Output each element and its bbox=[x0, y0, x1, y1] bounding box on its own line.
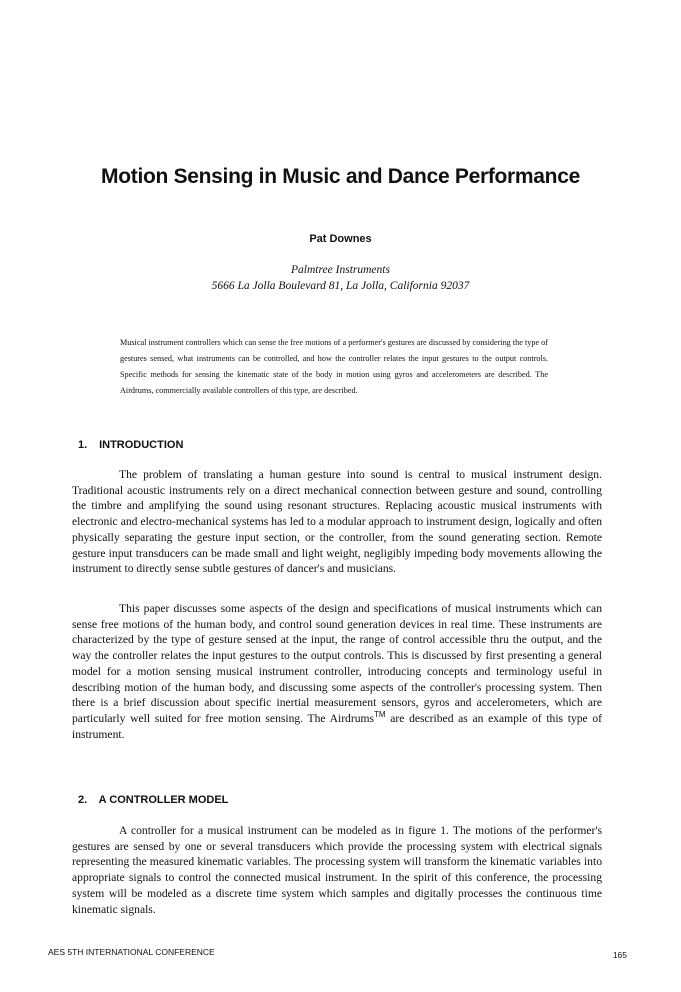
paper-title: Motion Sensing in Music and Dance Performance bbox=[101, 165, 580, 188]
section-number: 2. bbox=[78, 794, 88, 806]
footer-conference: AES 5TH INTERNATIONAL CONFERENCE bbox=[48, 947, 215, 957]
abstract: Musical instrument controllers which can sense the free motions of a performer's gestures are discussed by considering the type of gestures sensed, what instruments can be controlled, and how the controller relates the input gestures to the output controls. Specific methods for sensing the kinematic state of the body in motion using gyros and accelerometers are described. The Airdrums, commercially available controllers of this type, are described. bbox=[120, 338, 548, 395]
intro-paragraph-1: The problem of translating a human gesture into sound is central to musical instrument design. Traditional acoustic instruments rely on a direct mechanical connection between gesture and sound, controlling the timbre and amplifying the sound using resonant structures. Replacing acoustic musical instruments with electronic and electro-mechanical systems has led to a modular approach to instrument design, logically and often physically separating the gesture input section, or the controller, from the sound generating section. Remote gesture input transducers can be made small and light weight, negligibly impeding body movements allowing the instrument to directly sense subtle gestures of dancer's and musicians. bbox=[72, 468, 602, 576]
affiliation-address: 5666 La Jolla Boulevard 81, La Jolla, California 92037 bbox=[211, 280, 470, 292]
intro-paragraph-2-text: This paper discusses some aspects of the design and specifications of musical instruments which can sense free motions of the human body, and control sound generation devices in real time. These instruments are characterized by the type of gesture sensed at the input, the range of control accessible thru the output, and the way the controller relates the input gestures to the output controls. This is discussed by first presenting a general model for a motion sensing musical instrument controller, introducing concepts and terminology useful in describing motion of the human body, and discussing some aspects of the controller's processing system. Then there is a brief discussion about specific inertial measurement sensors, gyros and accelerometers, which are particularly well suited for free motion sensing. The Airdrums bbox=[72, 602, 602, 725]
affiliation bbox=[0, 262, 681, 294]
author-name: Pat Downes bbox=[309, 233, 372, 245]
page-number: 165 bbox=[612, 950, 627, 960]
intro-paragraph-2 bbox=[72, 601, 602, 742]
section-title: INTRODUCTION bbox=[99, 439, 184, 451]
trademark-mark: TM bbox=[374, 710, 386, 720]
section-heading-controller-model bbox=[78, 794, 228, 806]
controller-model-paragraph-1: A controller for a musical instrument can be modeled as in figure 1. The motions of the performer's gestures are sensed by one or several transducers which provide the processing system with electrical signals representing the measured kinematic variables. The processing system will transform the kinematic variables into appropriate signals to control the connected musical instrument. In the spirit of this conference, the processing system will be modeled as a discrete time system which samples and digitally processes the continuous time kinematic signals. bbox=[72, 824, 602, 916]
intro-paragraph-2-tail: are described as an example of this type of instrument. bbox=[72, 711, 603, 741]
section-heading-introduction bbox=[78, 439, 183, 451]
affiliation-org: Palmtree Instruments bbox=[291, 264, 390, 276]
section-number: 1. bbox=[78, 439, 88, 451]
section-title: A CONTROLLER MODEL bbox=[98, 794, 229, 806]
